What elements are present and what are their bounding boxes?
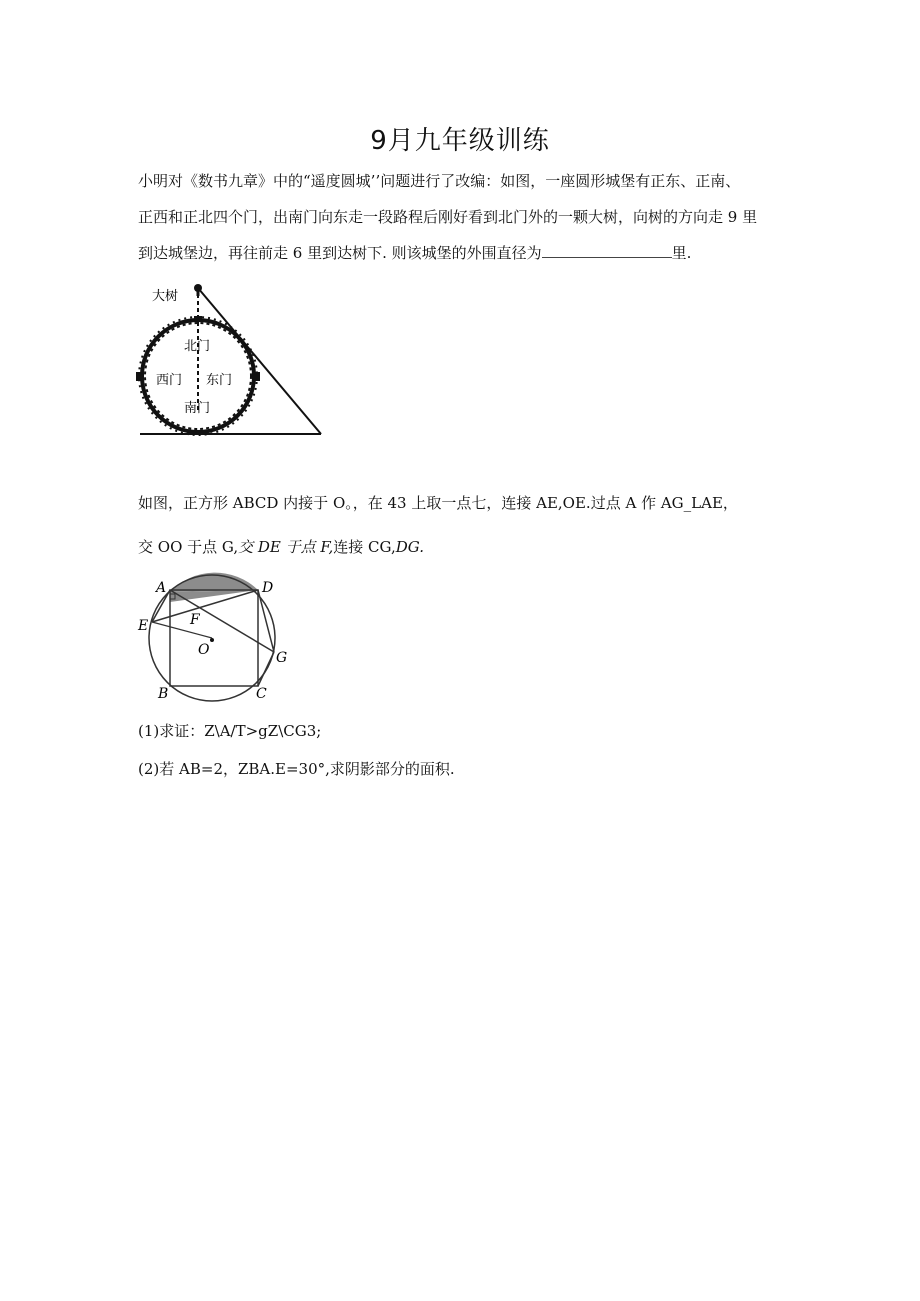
label-f: F [190,612,200,628]
tree-label: 大树 [152,289,179,304]
castle-figure [132,280,332,440]
label-e: E [138,618,149,634]
label-o: O [198,642,210,658]
line-dg [258,590,274,652]
label-d: D [262,580,274,596]
north-gate-label: 北门 [184,339,211,354]
question-1: (1)求证：Z\A/T>gZ\CG3; [138,722,322,740]
label-c: C [256,686,267,702]
problem2-line2-b: 交 DE 于点 F, [238,538,334,556]
label-b: B [158,686,169,702]
problem1-line3 [138,242,691,263]
problem1-line3-unit: 里. [671,244,692,262]
west-gate-label: 西门 [156,373,183,388]
question-2: (2)若 AB=2，ZBA.E=30°,求阴影部分的面积. [138,760,455,778]
problem1-line3-text: 到达城堡边，再往前走 6 里到达树下. 则该城堡的外围直径为 [138,244,542,262]
problem2-line1: 如图，正方形 ABCD 内接于 O。，在 43 上取一点七，连接 AE,OE.过点 A 作 AG_LAE， [138,494,738,512]
south-gate-label: 南门 [184,401,211,416]
square-abcd [170,590,258,686]
east-gate-label: 东门 [206,373,233,388]
problem2-line2-c: 连接 CG, [333,538,396,556]
line-ef [152,622,212,638]
tangent-line [198,288,321,434]
problem1-line1: 小明对《数书九章》中的“遥度圆城’’问题进行了改编：如图，一座圆形城堡有正东、正南、 [138,172,741,190]
square-circle-figure [132,572,302,702]
label-a: A [156,580,167,596]
label-g: G [276,650,288,666]
page-title: 9月九年级训练 [370,126,550,156]
center-point [210,638,214,642]
problem2-line2-a: 交 OO 于点 G, [138,538,239,556]
line-cg [258,652,274,686]
problem2-line2-d: DG. [395,538,424,556]
problem1-line2: 正西和正北四个门，出南门向东走一段路程后刚好看到北门外的一颗大树，向树的方向走 9 里 [138,208,758,226]
problem2-line2 [138,536,424,557]
answer-blank[interactable] [542,243,672,258]
